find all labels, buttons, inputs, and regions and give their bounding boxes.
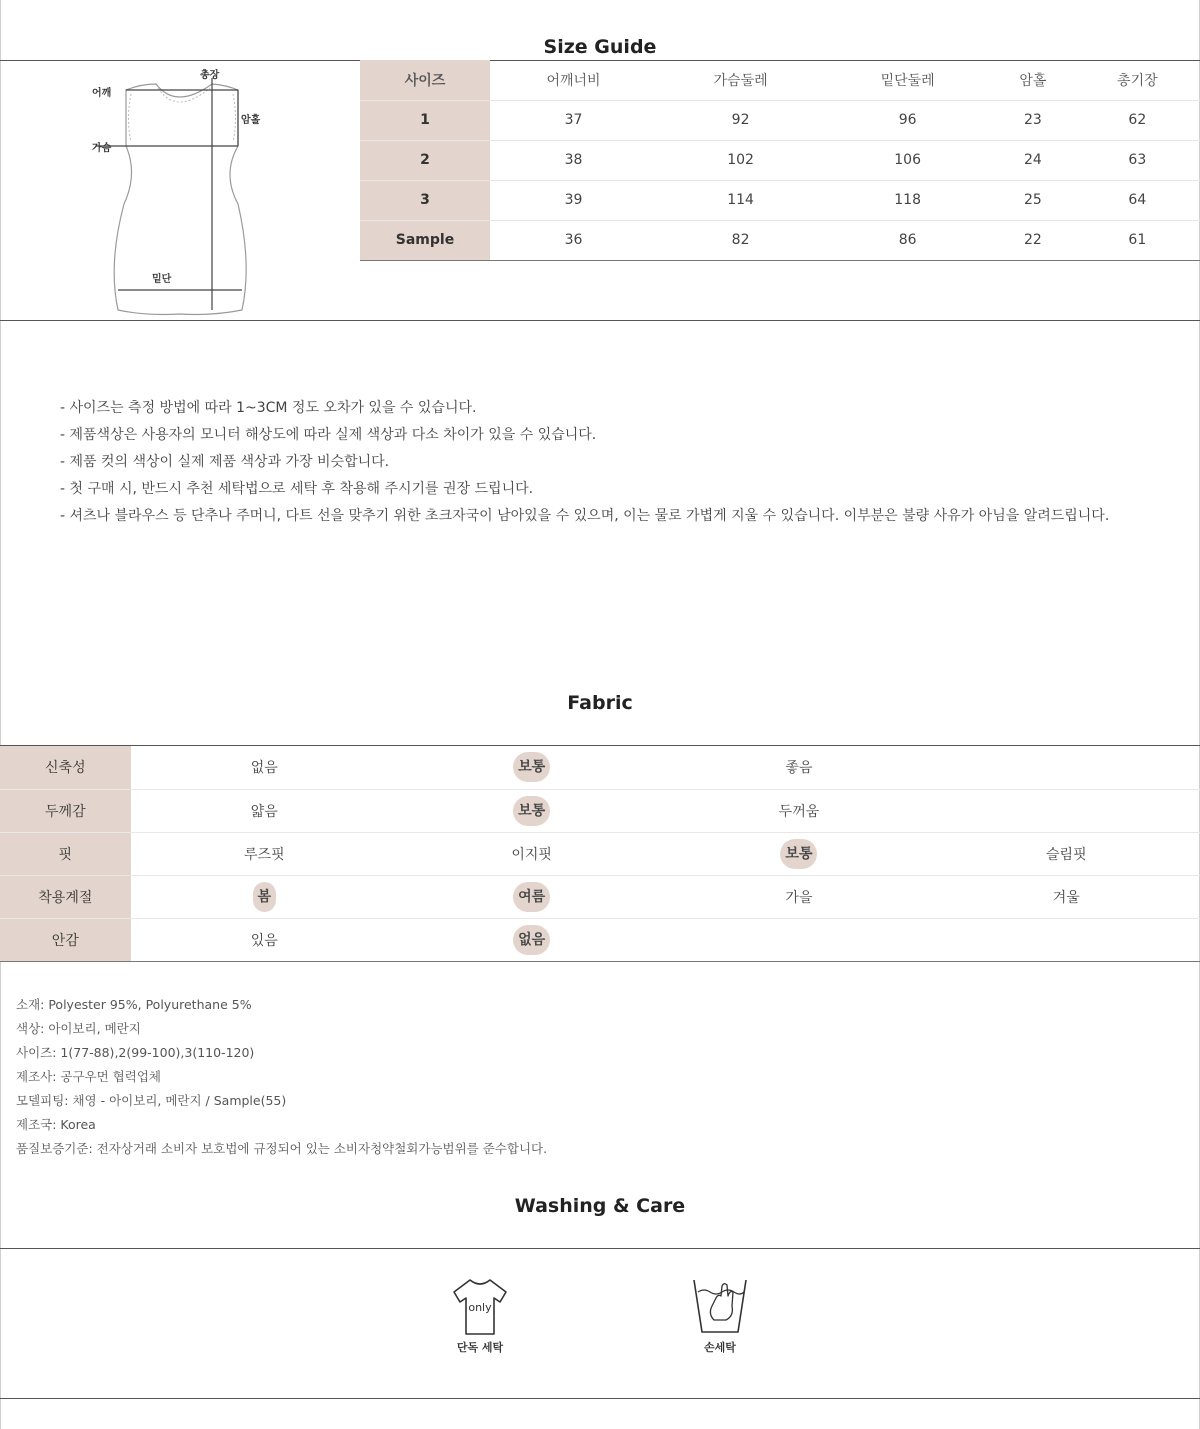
table-cell: 61: [1075, 220, 1200, 260]
fabric-option: 슬림핏: [1046, 846, 1087, 863]
detail-country: 제조국: Korea: [16, 1117, 96, 1132]
table-cell: 114: [657, 180, 824, 220]
dress-outline: [114, 84, 246, 315]
size-column-header: 사이즈: [360, 60, 490, 100]
fabric-row-label: 신축성: [0, 746, 131, 789]
list-item: - 셔츠나 블라우스 등 단추나 주머니, 다트 선을 맞추기 위한 초크자국이 남아있을 수 있으며, 이는 물로 가볍게 지울 수 있습니다. 이부분은 불량 사유가 아님을 알려드립니다.: [60, 508, 1110, 524]
table-row: [0, 789, 1200, 832]
table-row: [360, 180, 1200, 220]
washing-care-title: Washing & Care: [514, 1195, 686, 1217]
table-cell: 63: [1075, 140, 1200, 180]
table-cell: 25: [991, 180, 1075, 220]
fabric-row-label: 핏: [0, 832, 131, 875]
chest-column-header: 가슴둘레: [657, 60, 824, 100]
tshirt-only-icon: [450, 1276, 510, 1336]
fabric-option: 얇음: [250, 803, 278, 820]
size-table: [360, 60, 1200, 261]
care-item-wash-separately: [440, 1276, 520, 1355]
fabric-option: 없음: [250, 760, 278, 777]
divider: [0, 1248, 1200, 1249]
fabric-option-selected: 보통: [513, 796, 550, 826]
product-details: [16, 993, 547, 1161]
table-cell: 38: [490, 140, 657, 180]
divider: [0, 1398, 1200, 1399]
shoulder-label: 어깨: [92, 88, 112, 99]
table-cell: 96: [824, 100, 991, 140]
armhole-stitch-right: [233, 94, 236, 142]
table-cell: 37: [490, 100, 657, 140]
table-cell: 23: [991, 100, 1075, 140]
detail-model-fitting: 모델피팅: 채영 - 아이보리, 메란지 / Sample(55): [16, 1093, 287, 1108]
size-table-header: [360, 60, 1200, 100]
table-cell: 62: [1075, 100, 1200, 140]
detail-warranty: 품질보증기준: 전자상거래 소비자 보호법에 규정되어 있는 소비자청약철회가능범위를 준수합니다.: [16, 1141, 548, 1156]
table-cell: 82: [657, 220, 824, 260]
size-label: 3: [360, 180, 490, 220]
table-row: [0, 918, 1200, 961]
table-row: [0, 746, 1200, 789]
detail-sizes: 사이즈: 1(77-88),2(99-100),3(110-120): [16, 1045, 255, 1060]
care-item-hand-wash: [680, 1276, 760, 1355]
list-item: - 사이즈는 측정 방법에 따라 1~3CM 정도 오차가 있을 수 있습니다.: [60, 400, 477, 416]
fabric-table: [0, 746, 1200, 962]
size-label: Sample: [360, 220, 490, 260]
hem-column-header: 밑단둘레: [824, 60, 991, 100]
fabric-row-label: 두께감: [0, 789, 131, 832]
fabric-option-selected: 여름: [513, 882, 550, 912]
hem-label: 밑단: [152, 274, 172, 285]
table-row: [0, 832, 1200, 875]
fabric-option: 겨울: [1052, 889, 1080, 906]
fabric-option: 가을: [785, 889, 813, 906]
notes-list: [60, 395, 1109, 530]
size-label: 2: [360, 140, 490, 180]
table-row: [360, 100, 1200, 140]
fabric-title: Fabric: [567, 692, 633, 714]
fabric-option-selected: 봄: [253, 882, 277, 912]
fabric-option: 좋음: [785, 760, 813, 777]
table-cell: 92: [657, 100, 824, 140]
only-text: only: [468, 1301, 492, 1314]
size-label: 1: [360, 100, 490, 140]
fabric-option-selected: 없음: [513, 925, 550, 955]
fabric-option: 있음: [250, 932, 278, 949]
fabric-option-selected: 보통: [780, 839, 817, 869]
fabric-option: 두꺼움: [778, 803, 820, 820]
table-row: [360, 140, 1200, 180]
size-guide-title: Size Guide: [543, 36, 657, 58]
care-label: 단독 세탁: [456, 1341, 504, 1354]
table-cell: 102: [657, 140, 824, 180]
table-cell: 86: [824, 220, 991, 260]
total-length-label: 총장: [200, 70, 220, 81]
list-item: - 첫 구매 시, 반드시 추천 세탁법으로 세탁 후 착용해 주시기를 권장 드립니다.: [60, 481, 534, 497]
armhole-label: 암홀: [241, 115, 261, 126]
fabric-option: 이지핏: [511, 846, 552, 863]
chest-label: 가슴: [92, 143, 112, 154]
dress-measurement-diagram: [86, 64, 276, 316]
detail-color: 색상: 아이보리, 메란지: [16, 1021, 141, 1036]
table-cell: 106: [824, 140, 991, 180]
list-item: - 제품색상은 사용자의 모니터 해상도에 따라 실제 색상과 다소 차이가 있을 수 있습니다.: [60, 427, 597, 443]
list-item: - 제품 컷의 색상이 실제 제품 색상과 가장 비슷합니다.: [60, 454, 390, 470]
fabric-row-label: 착용계절: [0, 875, 131, 918]
table-cell: 64: [1075, 180, 1200, 220]
table-cell: 24: [991, 140, 1075, 180]
table-cell: 118: [824, 180, 991, 220]
fabric-row-label: 안감: [0, 918, 131, 961]
fabric-option: 루즈핏: [244, 846, 285, 863]
shoulder-column-header: 어깨너비: [490, 60, 657, 100]
length-column-header: 총기장: [1075, 60, 1200, 100]
care-label: 손세탁: [704, 1341, 736, 1354]
table-row: [0, 875, 1200, 918]
table-cell: 39: [490, 180, 657, 220]
armhole-stitch-left: [129, 94, 132, 142]
divider: [0, 320, 1200, 321]
table-cell: 36: [490, 220, 657, 260]
detail-manufacturer: 제조사: 공구우먼 협력업체: [16, 1069, 161, 1084]
fabric-option-selected: 보통: [513, 752, 550, 782]
table-cell: 22: [991, 220, 1075, 260]
detail-material: 소재: Polyester 95%, Polyurethane 5%: [16, 997, 252, 1012]
table-row: [360, 220, 1200, 260]
hand-wash-icon: [690, 1276, 750, 1336]
armhole-column-header: 암홀: [991, 60, 1075, 100]
